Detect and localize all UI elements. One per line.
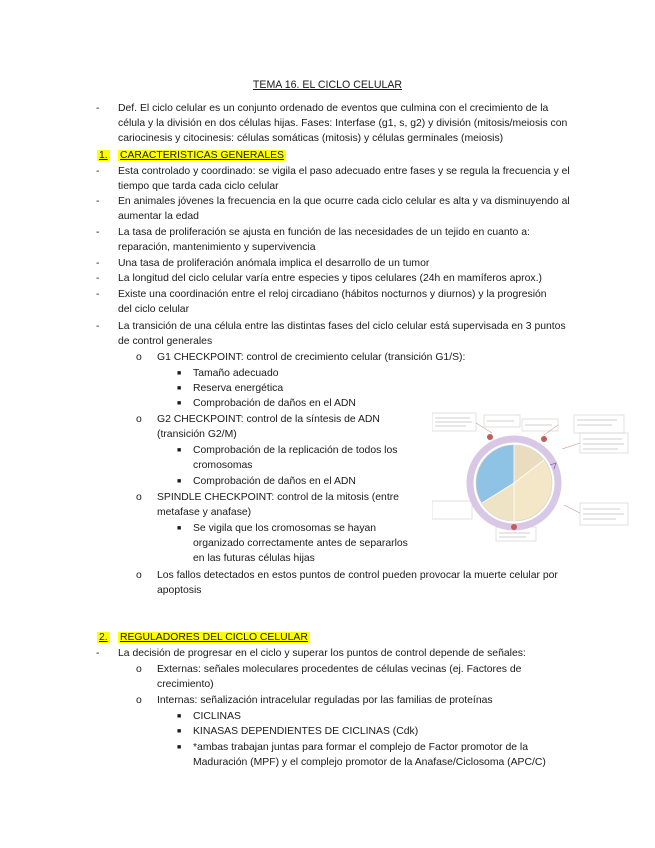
- cell-cycle-diagram: [432, 405, 632, 545]
- definition-line: Def. El ciclo celular es un conjunto ordenado de eventos que culmina con el crecimiento de la: [118, 103, 549, 114]
- checkpoint-marker: [511, 524, 517, 530]
- list-item: crecimiento): [157, 679, 214, 690]
- list-item: Comprobación de daños en el ADN: [193, 398, 356, 409]
- list-item: apoptosis: [157, 585, 202, 596]
- bullet-circle: o: [136, 352, 142, 363]
- definition-line: célula y la división en dos células hijas. Fases: Interfase (g1, s, g2) y división (mitosis/meiosis con: [118, 118, 568, 129]
- section-number: 1.: [99, 150, 108, 161]
- g2-checkpoint-title: (transición G2/M): [157, 429, 237, 440]
- list-item: reparación, mantenimiento y supervivencia: [118, 242, 316, 253]
- section-heading: CARACTERISTICAS GENERALES: [120, 150, 284, 161]
- list-item: Tamaño adecuado: [193, 368, 279, 379]
- page-title: TEMA 16. EL CICLO CELULAR: [252, 79, 403, 91]
- bullet-circle: o: [136, 492, 142, 503]
- list-item: del ciclo celular: [118, 304, 190, 315]
- bullet-circle: o: [136, 695, 142, 706]
- g1-checkpoint-title: G1 CHECKPOINT: control de crecimiento celular (transición G1/S):: [157, 352, 466, 363]
- list-item: cromosomas: [193, 460, 253, 471]
- bullet-circle: o: [136, 414, 142, 425]
- bullet-dash: -: [96, 289, 100, 300]
- checkpoint-marker: [487, 434, 493, 440]
- section-number: 2.: [99, 632, 108, 643]
- list-item: La transición de una célula entre las distintas fases del ciclo celular está supervisada en 3 puntos: [118, 321, 566, 332]
- g2-checkpoint-title: G2 CHECKPOINT: control de la síntesis de ADN: [157, 414, 380, 425]
- checkpoint-marker: [541, 436, 547, 442]
- list-item: En animales jóvenes la frecuencia en la que ocurre cada ciclo celular es alta y va disminuyendo al: [118, 196, 570, 207]
- list-item: en las futuras células hijas: [193, 553, 315, 564]
- list-item: de control generales: [118, 336, 213, 347]
- list-item: La tasa de proliferación se ajusta en función de las necesidades de un tejido en cuanto a:: [118, 227, 530, 238]
- bullet-square: ■: [177, 385, 182, 392]
- list-item: Internas: señalización intracelular reguladas por las familias de proteínas: [157, 695, 493, 706]
- list-item: La decisión de progresar en el ciclo y superar los puntos de control depende de señales:: [118, 648, 526, 659]
- bullet-dash: -: [96, 196, 100, 207]
- bullet-dash: -: [96, 103, 100, 114]
- list-item: Maduración (MPF) y el complejo promotor de la Anafase/Ciclosoma (APC/C): [193, 757, 546, 768]
- spindle-checkpoint-title: metafase y anafase): [157, 507, 252, 518]
- spindle-checkpoint-title: SPINDLE CHECKPOINT: control de la mitosis (entre: [157, 492, 399, 503]
- bullet-dash: -: [96, 273, 100, 284]
- list-item: Existe una coordinación entre el reloj circadiano (hábitos nocturnos y diurnos) y la progresión: [118, 289, 547, 300]
- definition-line: cariocinesis y citocinesis: células somáticas (mitosis) y células germinales (meiosis): [118, 133, 504, 144]
- list-item: Comprobación de daños en el ADN: [193, 476, 356, 487]
- list-item: Comprobación de la replicación de todos los: [193, 445, 398, 456]
- list-item: Una tasa de proliferación anómala implica el desarrollo de un tumor: [118, 258, 430, 269]
- list-item: Se vigila que los cromosomas se hayan: [193, 523, 377, 534]
- bullet-dash: -: [96, 166, 100, 177]
- bullet-dash: -: [96, 227, 100, 238]
- list-item: organizado correctamente antes de separarlos: [193, 538, 408, 549]
- bullet-square: ■: [177, 447, 182, 454]
- bullet-square: ■: [177, 478, 182, 485]
- list-item: Externas: señales moleculares procedentes de células vecinas (ej. Factores de: [157, 664, 522, 675]
- bullet-dash: -: [96, 258, 100, 269]
- bullet-square: ■: [177, 744, 182, 751]
- bullet-circle: o: [136, 664, 142, 675]
- list-item: Esta controlado y coordinado: se vigila el paso adecuado entre fases y se regula la frecuencia y el: [118, 166, 570, 177]
- bullet-square: ■: [177, 713, 182, 720]
- list-item: aumentar la edad: [118, 211, 199, 222]
- list-item: tiempo que tarda cada ciclo celular: [118, 181, 279, 192]
- bullet-dash: -: [96, 648, 100, 659]
- bullet-dash: -: [96, 321, 100, 332]
- list-item: La longitud del ciclo celular varía entre especies y tipos celulares (24h en mamíferos aprox.): [118, 273, 542, 284]
- list-item: CICLINAS: [193, 711, 241, 722]
- bullet-square: ■: [177, 370, 182, 377]
- bullet-square: ■: [177, 728, 182, 735]
- bullet-circle: o: [136, 570, 142, 581]
- section-heading: REGULADORES DEL CICLO CELULAR: [120, 632, 308, 643]
- bullet-square: ■: [177, 400, 182, 407]
- list-item: KINASAS DEPENDIENTES DE CICLINAS (Cdk): [193, 726, 419, 737]
- list-item: *ambas trabajan juntas para formar el complejo de Factor promotor de la: [193, 742, 528, 753]
- bullet-square: ■: [177, 525, 182, 532]
- list-item: Reserva energética: [193, 383, 284, 394]
- list-item: Los fallos detectados en estos puntos de control pueden provocar la muerte celular por: [157, 570, 558, 581]
